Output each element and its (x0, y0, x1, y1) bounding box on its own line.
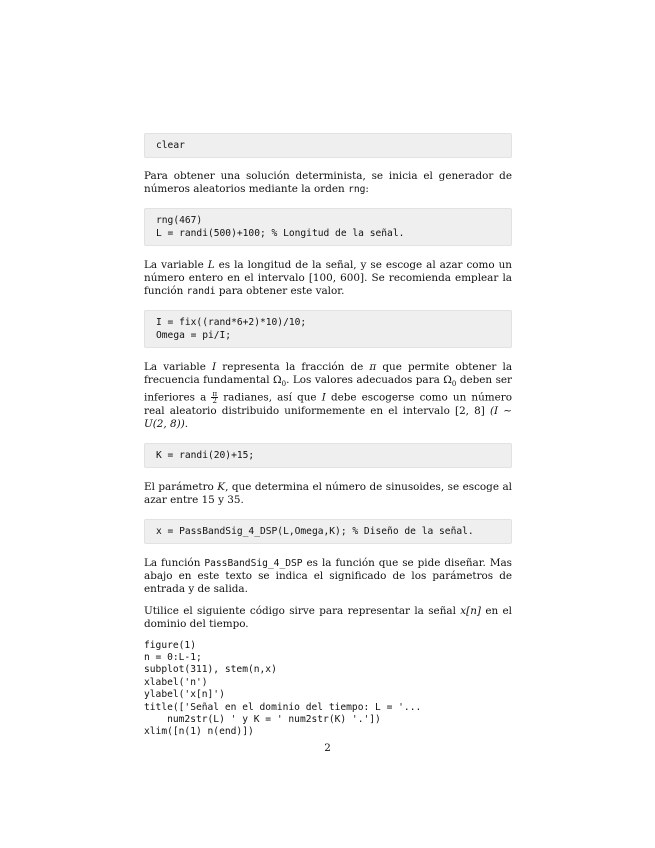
paragraph-length (144, 259, 512, 298)
code-line: num2str(L) ' y K = ' num2str(K) '.']) (144, 714, 381, 726)
math-omega0 (443, 374, 457, 389)
paragraph-text: es la longitud de la señal, y se escoge al azar como un número entero en el intervalo (144, 259, 512, 284)
code-block-K (144, 443, 512, 468)
code-line: xlim([n(1) n(end)]) (144, 726, 254, 738)
math-var-K: K (217, 480, 226, 493)
paragraph-text: La función (144, 556, 201, 569)
paragraph-text: . Se recomienda emplear la función (144, 272, 512, 297)
code-line: n = 0:L-1; (144, 651, 202, 663)
inline-code-function: PassBandSig_4_DSP (204, 557, 303, 569)
code-line: subplot(311), stem(n,x) (144, 664, 277, 676)
code-line: L = randi(500)+100; % Longitud de la señal. (156, 228, 405, 239)
paragraph-text: deben ser inferiores a (144, 374, 513, 404)
paragraph-end: : (365, 183, 369, 195)
math-pi: π (369, 361, 377, 373)
paragraph-text: debe escogerse como un número real aleatorio distribuido uniformemente en el intervalo (144, 391, 512, 417)
paragraph-plot (144, 605, 512, 631)
math-var-I: I (212, 361, 217, 373)
code-line: rng(467) (156, 215, 203, 226)
math-subscript: 0 (451, 380, 457, 389)
math-interval: [2, 8] (455, 404, 485, 417)
code-line: x = PassBandSig_4_DSP(L,Omega,K); % Diseño de la señal. (156, 525, 474, 537)
code-line: ylabel('x[n]') (144, 689, 225, 701)
code-block-clear (144, 133, 512, 158)
math-var-L: L (207, 259, 215, 271)
math-distribution: (I ∼ U(2, 8)) (144, 404, 513, 430)
paragraph-text: El parámetro (144, 480, 214, 493)
math-interval: [100, 600] (308, 272, 365, 284)
code-line: I = fix((rand*6+2)*10)/10; (156, 317, 307, 328)
code-block-rng (144, 208, 512, 246)
paragraph-text: Utilice el siguiente código sirve para representar la señal (144, 604, 456, 617)
inline-code-randi: randi (186, 286, 216, 297)
paragraph-rng (144, 170, 512, 196)
math-omega: Ω (273, 374, 282, 386)
paragraph-text: . Los valores adecuados para (286, 374, 440, 386)
paragraph-text: que permite obtener la frecuencia fundamental (144, 361, 513, 386)
code-line: figure(1) (144, 639, 196, 651)
paragraph-end: . (184, 417, 189, 430)
code-line: xlabel('n') (144, 676, 208, 688)
paragraph-text: La variable (144, 361, 206, 373)
paragraph-K (144, 481, 512, 507)
paragraph-text: es la función que se pide diseñar. Mas abajo en este texto se indica el significado de los parámetros de entrada y de salida. (144, 556, 512, 595)
math-omega: Ω (443, 374, 452, 386)
paragraph-function (144, 557, 512, 596)
page-content (144, 133, 512, 739)
paragraph-text: Para obtener una solución determinista, se inicia el generador de números aleatorios mediante la orden (144, 170, 512, 195)
code-listing-plot (144, 640, 512, 739)
paragraph-text: en el dominio del tiempo. (144, 604, 512, 630)
paragraph-text: radianes, así que (223, 391, 317, 404)
paragraph-text: para obtener este valor. (218, 285, 345, 297)
paragraph-text: representa la fracción de (222, 361, 364, 373)
math-omega0 (273, 374, 287, 389)
inline-code-rng: rng (348, 184, 366, 195)
code-block-signal (144, 519, 512, 544)
math-var-x: x[n] (460, 604, 481, 617)
fraction-numerator: π (212, 390, 218, 399)
math-fraction (211, 391, 218, 404)
fraction-denominator: 2 (212, 397, 217, 406)
code-line: Omega = pi/I; (156, 330, 232, 341)
paragraph-fraction (144, 361, 512, 431)
math-subscript: 0 (281, 380, 287, 389)
paragraph-text: La variable (144, 259, 204, 271)
page-number: 2 (324, 742, 331, 754)
code-line: clear (156, 140, 185, 151)
code-line: K = randi(20)+15; (156, 449, 255, 461)
code-line: title(['Señal en el dominio del tiempo: L = '... (144, 701, 422, 713)
code-block-omega (144, 310, 512, 348)
paragraph-text: , que determina el número de sinusoides, se escoge al azar entre 15 y 35. (144, 480, 512, 506)
math-var-I: I (321, 391, 326, 404)
